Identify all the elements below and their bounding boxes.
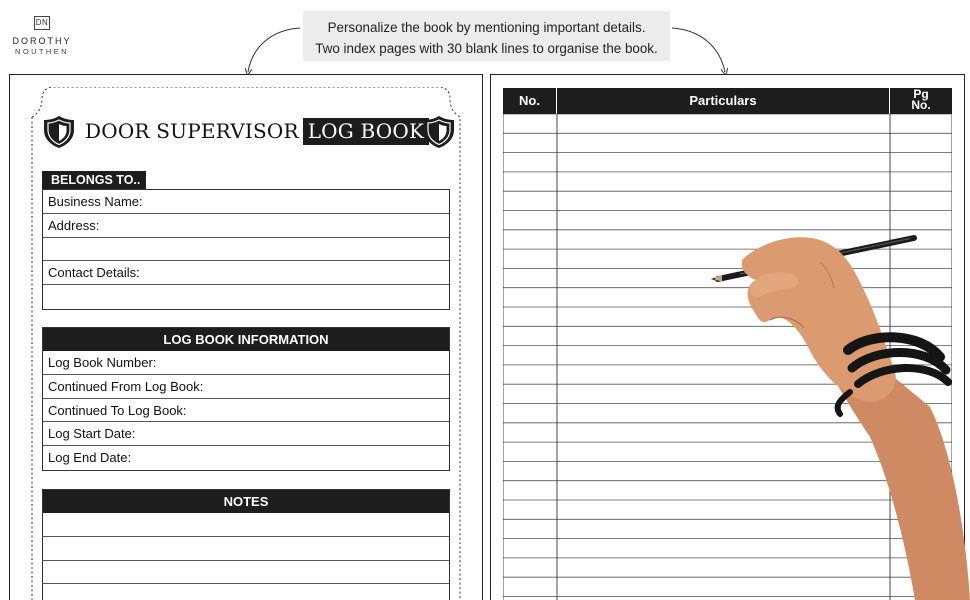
shield-icon bbox=[423, 115, 455, 149]
notes-table bbox=[42, 489, 450, 600]
contact-details-field: Contact Details: bbox=[43, 261, 449, 285]
header-page-number bbox=[890, 89, 952, 111]
log-book-info-table bbox=[42, 327, 450, 471]
hand-holding-pencil-image bbox=[700, 222, 970, 600]
callout-line-1: Personalize the book by mentioning important details. bbox=[327, 20, 646, 35]
continued-from-field: Continued From Log Book: bbox=[43, 375, 449, 399]
notes-line bbox=[43, 537, 449, 561]
address-line-2 bbox=[43, 238, 449, 262]
feature-callout bbox=[303, 11, 670, 61]
pencil-graphite bbox=[711, 278, 715, 281]
callout-line-2: Two index pages with 30 blank lines to organise the book. bbox=[315, 41, 658, 56]
notes-heading: NOTES bbox=[43, 490, 449, 513]
notes-line bbox=[43, 561, 449, 585]
contact-details-line-2 bbox=[43, 285, 449, 309]
header-no: No. bbox=[503, 88, 557, 114]
shield-icon bbox=[43, 115, 75, 149]
left-arrow bbox=[248, 28, 300, 72]
notes-line bbox=[43, 584, 449, 600]
book-title-main: DOOR SUPERVISOR bbox=[85, 119, 299, 143]
index-header bbox=[503, 88, 952, 114]
log-start-date-field: Log Start Date: bbox=[43, 422, 449, 446]
brand-name-last: NOUTHEN bbox=[15, 47, 69, 56]
header-pg-line2: No. bbox=[911, 98, 931, 112]
header-particulars: Particulars bbox=[557, 88, 890, 114]
log-book-info-heading: LOG BOOK INFORMATION bbox=[43, 328, 449, 351]
business-name-field: Business Name: bbox=[43, 190, 449, 214]
continued-to-field: Continued To Log Book: bbox=[43, 399, 449, 423]
notes-line bbox=[43, 513, 449, 537]
belongs-to-table bbox=[42, 189, 450, 310]
brand-name-first: DOROTHY bbox=[12, 36, 72, 46]
brand-monogram: DN bbox=[34, 16, 50, 30]
log-book-number-field: Log Book Number: bbox=[43, 351, 449, 375]
left-page bbox=[9, 74, 483, 600]
book-title-highlight: LOG BOOK bbox=[303, 118, 429, 145]
book-title bbox=[85, 119, 429, 143]
log-end-date-field: Log End Date: bbox=[48, 450, 132, 466]
brand-logo bbox=[10, 12, 74, 56]
address-field: Address: bbox=[43, 214, 449, 238]
header-pg-line1: Pg bbox=[913, 87, 929, 101]
right-arrow bbox=[672, 28, 725, 72]
book-title-row bbox=[41, 113, 457, 151]
belongs-to-tab: BELONGS TO.. bbox=[42, 171, 146, 189]
